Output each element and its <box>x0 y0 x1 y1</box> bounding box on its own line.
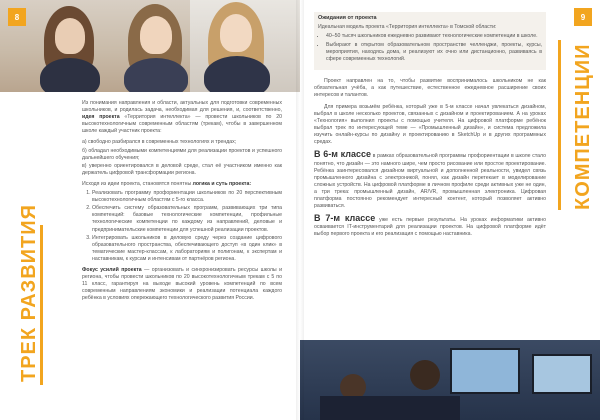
list-item: • Выбирают в открытом образовательном пространстве челленджи, проекты, курсы, мероприятия, находясь дома, и реализуют их очно или дистанционно, развиваясь в сфере современных технологий. <box>326 42 542 63</box>
expectations-intro: Идеальная модель проекта «Территория интеллекта» в Томской области: <box>318 24 497 31</box>
goal-c: в) уверенно ориентировался в деловой среде, стал её участником именно как держатель цифровой трансформации региона. <box>82 162 282 176</box>
logic-heading: Исходя из идеи проекта, становятся понятны логика и суть проекта: <box>82 180 252 187</box>
logic-list <box>82 190 282 263</box>
expectations-heading: Ожидания от проекта <box>318 15 377 21</box>
page-number-right: 9 <box>574 8 592 26</box>
focus-paragraph: Фокус усилий проекта — организовать и синхронизировать ресурсы школы и региона, чтобы провести школьников по 20 высокотехнологичным трекам с 5 по 11 класс, гарантируя на выходе высокий уровень компетенций по всем современным направлениям экономики и реализации потенциала каждого ребёнка в условиях опережающего технологического развития России. <box>82 266 282 302</box>
accent-bar-right <box>558 40 561 210</box>
vertical-title-right: КОМПЕТЕНЦИИ <box>572 43 594 210</box>
goal-a: а) свободно разбирался в современных технологиях и трендах; <box>82 139 237 146</box>
students-photo <box>0 0 300 92</box>
example-paragraph: Для примера возьмём ребёнка, который уже в 5-м классе начал увлекаться дизайном, выбрал в школе несколько проектов, связанных с дизайном и проектированием. А на уроках «Технология» выполнил проекты с помощью учителя. На цифровой платформе ребёнок выбрал трек по интересующей теме — «Промышленный дизайн», и система предложила изучить онлайн-курсы по дизайну и проектированию в SketchUp и в других программных средах. <box>314 103 546 146</box>
right-page <box>300 0 600 420</box>
list-item: 1. Реализовать программу профориентации школьников по 20 перспективным высокотехнологичным областям с 5-го класса. <box>92 190 282 204</box>
direction-paragraph: Проект направлен на то, чтобы развитие воспринималось школьником не как обязательная учёба, а как путешествие, естественное ежедневное расширение своих интересов и талантов. <box>314 77 546 98</box>
expectations-box <box>314 12 546 70</box>
list-item: 2. Обеспечить систему образовательных программ, развивающих три типа компетенций: базовые технологические компетенции, профильные технологические компетенции по каждому из направлений, деловые и предпринимательские компетенции для успешной реализации проектов. <box>92 205 282 233</box>
right-body-text <box>314 12 546 243</box>
grade7-heading: В 7-м классе <box>314 213 376 224</box>
left-body-text <box>82 100 282 306</box>
page-number-left: 8 <box>8 8 26 26</box>
classroom-photo <box>300 340 600 420</box>
grade6-paragraph: В 6-м классе в рамках образовательной программы профориентации в школе стало понятно, что дизайн — это намного шире, чем просто рисование или простое проектирование. Ребёнка заинтересовался дизайном виртуальной и дополненной реальности, увидел связь промышленного дизайна с электроникой, понял, как дизайн перетекает в моделирование сложных устройств. На цифровой платформе в личном профиле среди активных уже не один, а три трека: промышленный дизайн, AR/VR, промышленная электроника. Цифровая платформа постоянно рекомендует интересный контент, который позволяет активно развиваться. <box>314 149 546 210</box>
vertical-title-left: ТРЕК РАЗВИТИЯ <box>18 204 40 382</box>
expectations-list <box>318 33 542 63</box>
list-item: • 40–50 тысяч школьников ежедневно развивают технологические компетенции в школе. <box>326 33 542 40</box>
grade7-paragraph: В 7-м классе уже есть первые результаты. На уроках информатики активно осваивается IT-инструментарий для реализации проектов. На цифровой платформе идёт выбор первого проекта и его реализация с помощью наставника. <box>314 213 546 238</box>
grade6-heading: В 6-м классе <box>314 149 371 160</box>
goal-b: б) обладал необходимыми компетенциями для реализации проектов и успешного дальнейшего обучения; <box>82 147 282 161</box>
page-gutter <box>296 0 304 420</box>
intro-paragraph: Из понимания направления и области, актуальных для подготовки современных школьников, и родилась задача, необходимая для решения, и, соответственно, идея проекта «Территория интеллекта» — провести школьников по 20 высокотехнологичным современным областям (трекам), чтобы в завершенном школе каждый участник проекта: <box>82 100 282 135</box>
list-item: 3. Интегрировать школьников в деловую среду через создание цифрового образовательного пространства, обеспечивающего доступ «в один клик» в тематические мастер-классам, к лабораториям и полигонам, к экспертам и наставникам, к курсам и интенсивам от партнёров региона. <box>92 235 282 263</box>
